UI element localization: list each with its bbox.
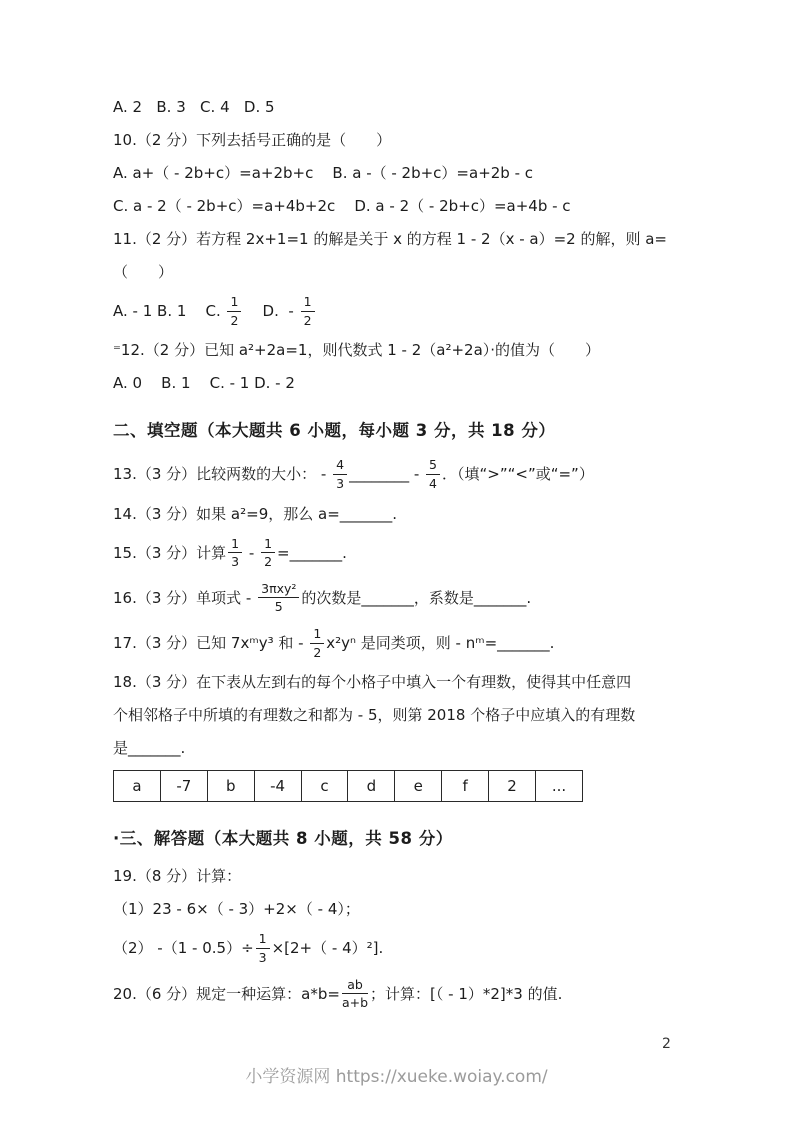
q13-blank: ________ <box>349 465 410 484</box>
q15-text-pre: 15.（3 分）计算 <box>113 543 227 562</box>
section-fill-in-blank-title: 二、填空题（本大题共 6 小题，每小题 3 分，共 18 分） <box>113 421 556 441</box>
q11-stem-line2: （ ） <box>113 263 174 281</box>
q10-options-ab: A. a+（ - 2b+c）=a+2b+c B. a -（ - 2b+c）=a+2b - c <box>113 164 534 182</box>
grid-cell: e <box>395 771 442 802</box>
fraction-numerator: ab <box>342 977 368 995</box>
q10-stem: 10.（2 分）下列去括号正确的是（ ） <box>113 131 392 149</box>
q20-text-pre: 20.（6 分）规定一种运算：a*b= <box>113 984 340 1003</box>
fraction-denominator: 2 <box>303 312 312 328</box>
grid-cell: d <box>348 771 395 802</box>
fraction-denominator: 2 <box>264 554 273 570</box>
q11-stem-line1: 11.（2 分）若方程 2x+1=1 的解是关于 x 的方程 1 - 2（x - a）=2 的解，则 a= <box>113 230 667 248</box>
grid-cell: -7 <box>160 771 207 802</box>
section-answer-questions-title: ·三、解答题（本大题共 8 小题，共 58 分） <box>113 829 453 849</box>
fraction-denominator: 4 <box>429 475 437 491</box>
q19-fraction <box>256 931 270 965</box>
footer-watermark: 小学资源网 https://xueke.woiay.com/ <box>245 1067 548 1087</box>
q18-stem-line2: 个相邻格子中所填的有理数之和都为 - 5，则第 2018 个格子中应填入的有理数 <box>113 706 636 725</box>
q19-stem: 19.（8 分）计算： <box>113 867 242 886</box>
fraction-denominator: 2 <box>313 644 322 660</box>
fraction-denominator: 2 <box>230 312 239 328</box>
fraction-denominator: 3 <box>231 554 240 570</box>
fraction-numerator: 3πxy² <box>258 581 299 599</box>
q16-stem <box>113 581 688 615</box>
q14-stem: 14.（3 分）如果 a²=9，那么 a=_______. <box>113 504 398 523</box>
q17-fraction <box>310 626 324 660</box>
fraction-numerator: 1 <box>301 294 315 312</box>
fraction-numerator: 1 <box>256 931 270 949</box>
q20-fraction <box>342 977 368 1011</box>
grid-cell: a <box>114 771 161 802</box>
fraction-numerator: 1 <box>228 536 242 554</box>
grid-cell: -4 <box>254 771 301 802</box>
grid-cell: b <box>207 771 254 802</box>
q16-monomial-fraction <box>258 581 299 615</box>
q16-text-post: 的次数是_______，系数是_______. <box>301 588 532 607</box>
q15-text-mid: - <box>244 543 260 562</box>
q19-part1: （1）23 - 6×（ - 3）+2×（ - 4）； <box>113 900 360 919</box>
page-number: 2 <box>662 1036 671 1052</box>
q15-text-post: =_______. <box>277 543 347 562</box>
q11-options-text-mid: D. - <box>243 302 299 321</box>
q13-text-post: ．（填“>”“<”或“=”） <box>442 465 594 484</box>
q15-stem <box>113 536 688 570</box>
q11-fraction-c <box>227 294 241 328</box>
q19-part2-text-post: ×[2+（ - 4）²]. <box>271 939 384 958</box>
fraction-denominator: 3 <box>336 475 345 491</box>
q11-fraction-d <box>301 294 315 328</box>
q13-fraction-2 <box>426 457 440 491</box>
fraction-numerator: 1 <box>227 294 241 312</box>
grid-cell: ... <box>536 771 583 802</box>
q19-part2 <box>113 931 688 965</box>
fraction-numerator: 5 <box>426 457 440 475</box>
q13-text-mid: - <box>409 465 425 484</box>
q18-stem-line1: 18.（3 分）在下表从左到右的每个小格子中填入一个有理数，使得其中任意四 <box>113 673 632 692</box>
grid-cell: 2 <box>489 771 536 802</box>
q19-part2-text-pre: （2） -（1 - 0.5）÷ <box>113 939 254 958</box>
fraction-denominator: a+b <box>341 995 369 1011</box>
fraction-denominator: 5 <box>274 599 283 615</box>
q18-stem-line3: 是_______. <box>113 739 186 758</box>
q13-stem <box>113 457 688 491</box>
q16-text-pre: 16.（3 分）单项式 - <box>113 588 257 607</box>
q15-fraction-2 <box>261 536 275 570</box>
fraction-denominator: 3 <box>258 949 267 965</box>
fraction-numerator: 1 <box>261 536 275 554</box>
table-row <box>114 771 583 802</box>
q18-number-grid <box>113 770 583 802</box>
fraction-numerator: 4 <box>333 457 347 475</box>
grid-cell: c <box>301 771 348 802</box>
q13-text-pre: 13.（3 分）比较两数的大小： - <box>113 465 332 484</box>
q20-text-post: ；计算：[（ - 1）*2]*3 的值. <box>370 984 563 1003</box>
q13-fraction-1 <box>333 457 347 491</box>
q20-stem <box>113 977 688 1011</box>
q17-text-post: x²yⁿ 是同类项，则 - nᵐ=_______. <box>326 634 555 653</box>
q12-options: A. 0 B. 1 C. - 1 D. - 2 <box>113 374 295 393</box>
q12-stem: ⁼12.（2 分）已知 a²+2a=1，则代数式 1 - 2（a²+2a）·的值为（ ） <box>113 341 601 360</box>
q10-options-cd: C. a - 2（ - 2b+c）=a+4b+2c D. a - 2（ - 2b+c）=a+4b - c <box>113 197 571 215</box>
q11-options-text-pre: A. - 1 B. 1 C. <box>113 302 226 321</box>
q11-options <box>113 294 688 328</box>
fraction-numerator: 1 <box>310 626 324 644</box>
grid-cell: f <box>442 771 489 802</box>
q17-text-pre: 17.（3 分）已知 7xᵐy³ 和 - <box>113 634 309 653</box>
exam-content <box>113 96 688 1022</box>
q15-fraction-1 <box>228 536 242 570</box>
q17-stem <box>113 626 688 660</box>
q9-options: A. 2 B. 3 C. 4 D. 5 <box>113 98 275 116</box>
